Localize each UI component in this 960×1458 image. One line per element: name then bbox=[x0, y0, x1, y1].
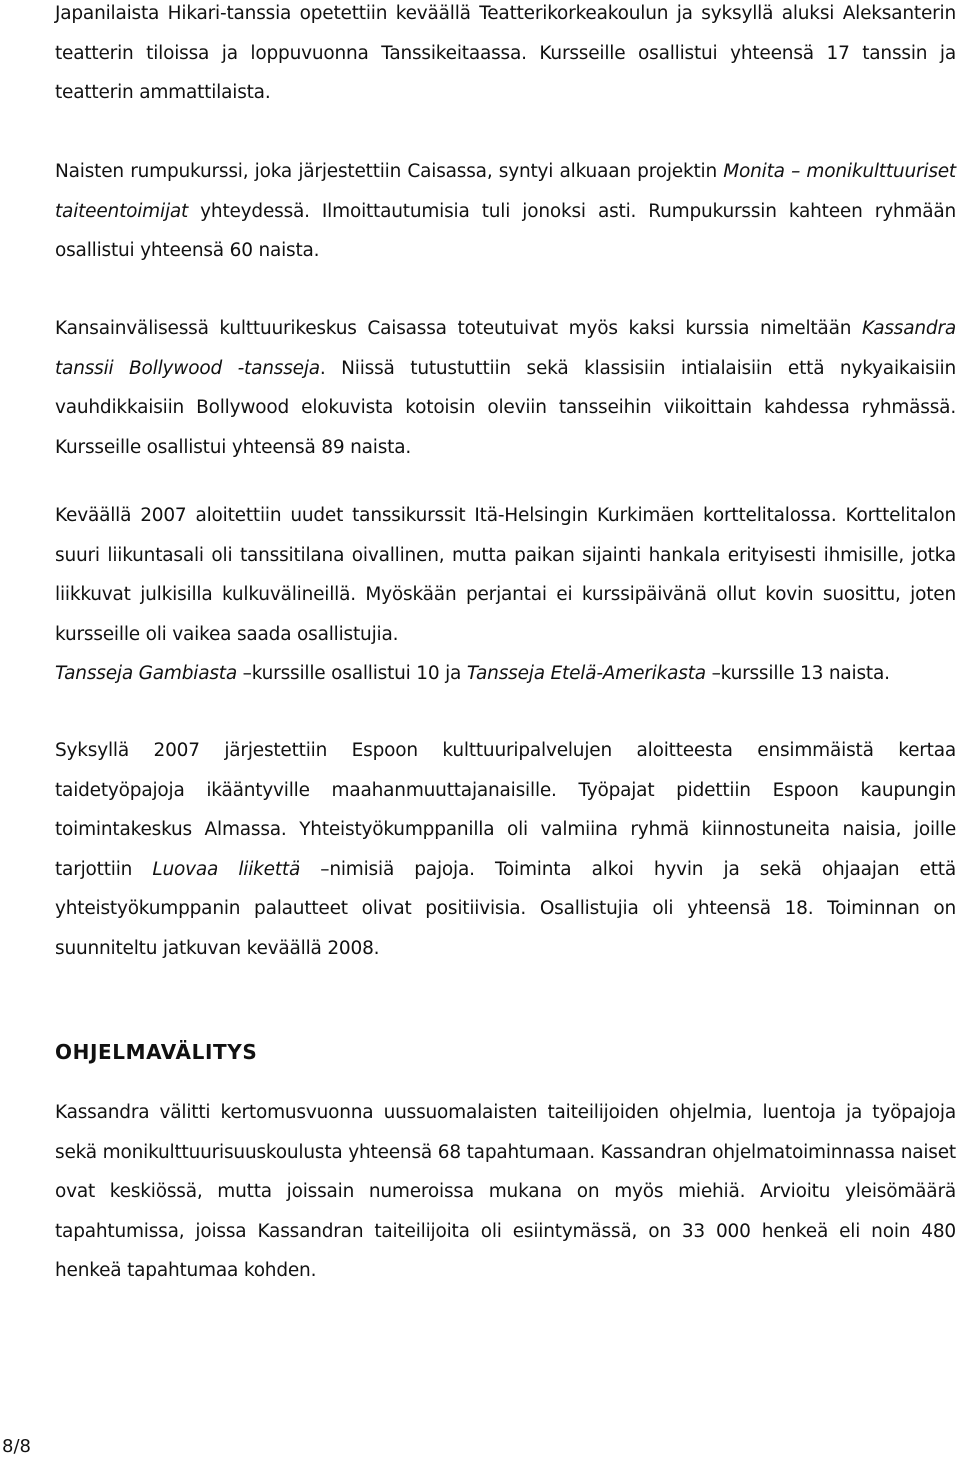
workshop-name-luovaa-liiketta: Luovaa liikettä bbox=[152, 858, 301, 880]
paragraph-syksy-2007-text-2: –nimisiä pajoja. Toiminta alkoi hyvin ja sekä ohjaajan että yhteistyökumppanin palautteet olivat positiivisia. Osallistujia oli yhteensä 18. Toiminnan on suunniteltu jatkuvan keväällä 2008. bbox=[55, 858, 956, 959]
page-number: 8/8 bbox=[2, 1436, 31, 1457]
paragraph-kevat-2007-text-1: Keväällä 2007 aloitettiin uudet tanssikurssit Itä-Helsingin Kurkimäen korttelitalossa. Korttelitalon suuri liikuntasali oli tanssitilana oivallinen, mutta paikan sijainti hankala erityisesti ihmisille, jotka liikkuvat julkisilla kulkuvälineillä. Myöskään perjantai ei kurssipäivänä ollut kovin suosittu, joten kursseille oli vaikea saada osallistujia. bbox=[55, 505, 956, 645]
paragraph-syksy-2007 bbox=[55, 731, 956, 968]
paragraph-syksy-2007-text-1: Syksyllä 2007 järjestettiin Espoon kulttuuripalvelujen aloitteesta ensimmäistä kertaa taidetyöpajoja ikääntyville maahanmuuttajanaisille. Työpajat pidettiin Espoon kaupungin toimintakeskus Almassa. Yhteistyökumppanilla oli valmiina ryhmä kiinnostuneita naisia, joille tarjottiin bbox=[55, 740, 956, 880]
course-name-gambia: Tansseja Gambiasta bbox=[55, 663, 237, 684]
paragraph-kevat-2007-text-3: –kurssille 13 naista. bbox=[705, 663, 890, 684]
paragraph-kevat-2007 bbox=[55, 496, 956, 694]
paragraph-bollywood-text-2: . Niissä tutustuttiin sekä klassisiin intialaisiin että nykyaikaisiin vauhdikkaisiin Bollywood elokuvista kotoisin oleviin tansseihin viikoittain kahdessa ryhmässä. Kursseille osallistui yhteensä 89 naista. bbox=[55, 357, 956, 458]
paragraph-rumpukurssi bbox=[55, 152, 956, 271]
section-heading-ohjelmavalitys: OHJELMAVÄLITYS bbox=[55, 1040, 258, 1064]
paragraph-kevat-2007-text-2: –kurssille osallistui 10 ja bbox=[236, 663, 467, 684]
paragraph-hikari: Japanilaista Hikari-tanssia opetettiin keväällä Teatterikorkeakoulun ja syksyllä aluksi Aleksanterin teatterin tiloissa ja loppuvuonna Tanssikeitaassa. Kursseille osallistui yhteensä 17 tanssin ja teatterin ammattilaista. bbox=[55, 3, 956, 103]
paragraph-rumpukurssi-text-2: yhteydessä. Ilmoittautumisia tuli jonoksi asti. Rumpukurssin kahteen ryhmään osallistui yhteensä 60 naista. bbox=[55, 200, 956, 261]
course-name-etela-amerikka: Tansseja Etelä-Amerikasta bbox=[466, 663, 706, 684]
paragraph-bollywood bbox=[55, 309, 956, 467]
paragraph-bollywood-text-1: Kansainvälisessä kulttuurikeskus Caisassa toteutuivat myös kaksi kurssia nimeltään bbox=[55, 318, 862, 339]
course-name-bollywood: Kassandra tanssii Bollywood -tansseja bbox=[55, 318, 956, 379]
project-name-monita: Monita – monikulttuuriset taiteentoimijat bbox=[55, 161, 956, 222]
paragraph-ohjelmavalitys: Kassandra välitti kertomusvuonna uussuomalaisten taiteilijoiden ohjelmia, luentoja ja työpajoja sekä monikulttuurisuuskoulusta yhteensä 68 tapahtumaan. Kassandran ohjelmatoiminnassa naiset ovat keskiössä, mutta joissain numeroissa mukana on myös miehiä. Arvioitu yleisömäärä tapahtumissa, joissa Kassandran taiteilijoita oli esiintymässä, on 33 000 henkeä eli noin 480 henkeä tapahtumaa kohden. bbox=[55, 1102, 956, 1281]
paragraph-rumpukurssi-text-1: Naisten rumpukurssi, joka järjestettiin Caisassa, syntyi alkuaan projektin bbox=[55, 161, 724, 182]
